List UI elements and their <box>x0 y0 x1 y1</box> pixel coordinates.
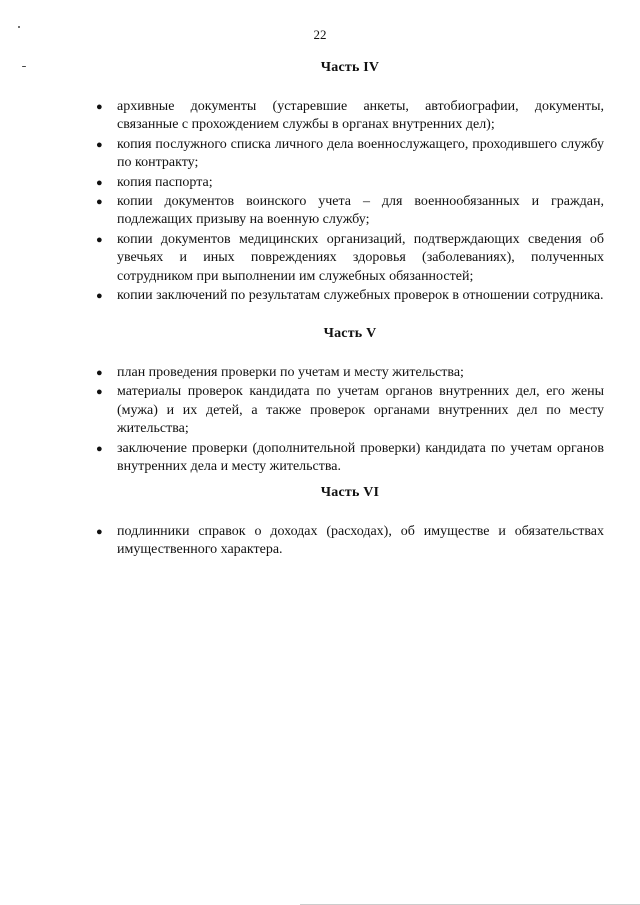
list-item <box>96 440 604 477</box>
bullet-icon: ● <box>96 101 103 113</box>
bullet-icon: ● <box>96 290 103 303</box>
bullet-icon: ● <box>96 233 103 246</box>
page-number: 22 <box>313 27 327 42</box>
section-title: Часть IV <box>320 60 380 75</box>
scan-speck <box>22 66 26 67</box>
list-item <box>96 136 604 173</box>
section-part-iv <box>96 60 604 306</box>
document-list <box>96 523 604 560</box>
bullet-icon: ● <box>96 138 103 151</box>
list-item-text: план проведения проверки по учетам и месту жительства; <box>117 365 464 380</box>
list-item-text: копии заключений по результатам служебных проверок в отношении сотрудника. <box>117 288 604 304</box>
section-part-v <box>96 326 604 477</box>
list-item-text: копия послужного списка личного дела военнослужащего, проходившего службу по контракту; <box>117 136 604 171</box>
list-item <box>96 193 604 230</box>
bullet-icon: ● <box>96 442 103 455</box>
list-item <box>96 287 604 305</box>
document-list <box>96 364 604 476</box>
list-item <box>96 523 604 560</box>
bullet-icon: ● <box>96 386 103 399</box>
section-part-vi <box>96 485 604 561</box>
list-item-text: копия паспорта; <box>117 174 213 190</box>
document-list <box>96 98 604 305</box>
list-item <box>96 364 604 382</box>
list-item <box>96 98 604 135</box>
bullet-icon: ● <box>96 526 103 538</box>
list-item-text: копии документов воинского учета – для военнообязанных и граждан, подлежащих призыву на военную службу; <box>117 194 604 228</box>
list-item-text: материалы проверок кандидата по учетам органов внутренних дел, его жены (мужа) и их детей, а также проверок органами внутренних дел по месту жительства; <box>117 384 604 437</box>
section-title: Часть V <box>323 326 377 341</box>
list-item <box>96 231 604 286</box>
bullet-icon: ● <box>96 367 103 379</box>
list-item-text: подлинники справок о доходах (расходах), об имуществе и обязательствах имущественного характера. <box>117 524 604 558</box>
list-item <box>96 383 604 438</box>
section-title: Часть VI <box>320 485 380 500</box>
bullet-icon: ● <box>96 196 103 209</box>
bullet-icon: ● <box>96 176 103 189</box>
list-item-text: архивные документы (устаревшие анкеты, автобиографии, документы, связанные с прохождением службы в органах внутренних дел); <box>117 99 604 133</box>
list-item-text: копии документов медицинских организаций, подтверждающих сведения об увечьях и иных повреждениях здоровья (заболеваниях), полученных сотрудником при выполнении им служебных обязанностей; <box>117 231 604 284</box>
list-item-text: заключение проверки (дополнительной проверки) кандидата по учетам органов внутренних дела и месту жительства. <box>117 440 604 475</box>
list-item <box>96 174 604 192</box>
